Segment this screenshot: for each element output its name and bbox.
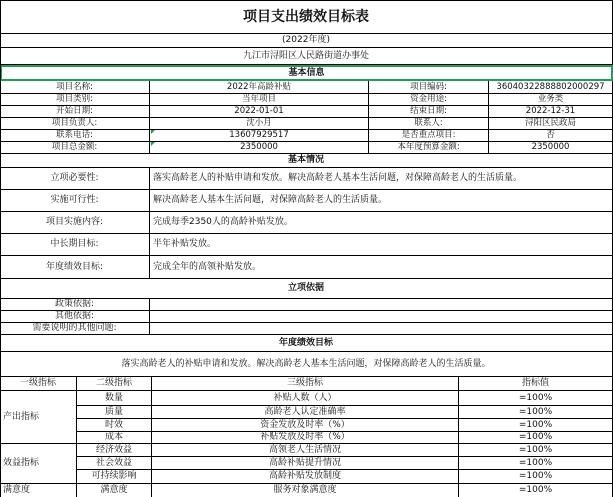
indicator-level1: 效益指标 [0, 444, 77, 484]
situation-value: 完成全年的高领补贴发放。 [150, 256, 613, 279]
info-value-category: 当年项目 [150, 94, 369, 106]
indicator-level1: 满意度 [0, 484, 77, 497]
indicator-level3: 服务对象满意度 [152, 484, 459, 497]
comment-marker-icon [151, 142, 155, 146]
info-value-end: 2022-12-31 [489, 106, 613, 118]
indicator-level3: 资金发放及时率（%） [152, 419, 459, 432]
indicator-level3: 高龄老人认定准确率 [152, 406, 459, 419]
basis-value [150, 311, 613, 323]
indicator-value: =100% [459, 457, 613, 470]
info-value-contact: 浔阳区民政局 [489, 118, 613, 130]
info-label-leader: 项目负责人: [0, 118, 150, 130]
section-basic-info[interactable]: 基本信息 [0, 65, 613, 81]
indicator-level3: 高龄补贴发放制度 [152, 470, 459, 484]
situation-value: 落实高龄老人的补贴申请和发放。解决高龄老人基本生活问题，对保障高龄老人的生活质量。 [150, 168, 613, 190]
indicator-value: =100% [459, 484, 613, 497]
info-value-key: 否 [489, 130, 613, 142]
indicator-level2: 数量 [77, 391, 152, 406]
col-header-level3: 三级指标 [152, 377, 459, 391]
basis-value [150, 323, 613, 335]
info-label-name: 项目名称: [0, 81, 150, 94]
indicator-level2: 成本 [77, 432, 152, 444]
indicator-level2: 可持续影响 [77, 470, 152, 484]
info-value-budget: 2350000 [489, 142, 613, 154]
indicator-value: =100% [459, 432, 613, 444]
info-label-budget: 本年度预算金额: [369, 142, 489, 154]
indicator-value: =100% [459, 391, 613, 406]
situation-value: 半年补贴发放。 [150, 234, 613, 256]
indicator-value: =100% [459, 406, 613, 419]
situation-label: 中长期目标: [0, 234, 150, 256]
info-value-fund_use: 业务类 [489, 94, 613, 106]
situation-label: 年度绩效目标: [0, 256, 150, 279]
indicator-level2: 经济效益 [77, 444, 152, 457]
basis-label: 政策依据: [0, 299, 150, 311]
indicator-value: =100% [459, 470, 613, 484]
info-label-category: 项目类别: [0, 94, 150, 106]
info-label-total: 项目总金额: [0, 142, 150, 154]
indicator-level3: 补贴发放及时率（%） [152, 432, 459, 444]
situation-value: 完成每季2350人的高龄补贴发放。 [150, 212, 613, 234]
info-value-total: 2350000 [150, 142, 369, 154]
indicator-level2: 时效 [77, 419, 152, 432]
unit-name: 九江市浔阳区人民路街道办事处 [0, 48, 613, 65]
indicator-level2: 质量 [77, 406, 152, 419]
sheet-title: 项目支出绩效目标表 [0, 0, 613, 34]
comment-marker-icon [151, 130, 155, 134]
col-header-level2: 二级指标 [77, 377, 152, 391]
year-label: (2022年度) [0, 34, 613, 48]
section-basic-situation: 基本情况 [0, 154, 613, 168]
indicator-level2: 满意度 [77, 484, 152, 497]
info-label-fund_use: 资金用途: [369, 94, 489, 106]
info-label-contact: 联系人: [369, 118, 489, 130]
info-label-key: 是否重点项目: [369, 130, 489, 142]
basis-value [150, 299, 613, 311]
info-value-leader: 沈小月 [150, 118, 369, 130]
indicator-level3: 高龄补贴提升情况 [152, 457, 459, 470]
section-basis: 立项依据 [0, 279, 613, 299]
info-label-code: 项目编码: [369, 81, 489, 94]
indicator-value: =100% [459, 419, 613, 432]
basis-label: 其他依据: [0, 311, 150, 323]
info-label-start: 开始日期: [0, 106, 150, 118]
section-annual-target: 年度绩效目标 [0, 335, 613, 352]
basis-label: 需要说明的其他问题: [0, 323, 150, 335]
info-label-phone: 联系电话: [0, 130, 150, 142]
indicator-value: =100% [459, 444, 613, 457]
annual-target-summary: 落实高龄老人的补贴申请和发放。解决高龄老人基本生活问题，对保障高龄老人的生活质量。 [0, 352, 613, 377]
indicator-level3: 补贴人数（人） [152, 391, 459, 406]
situation-label: 立项必要性: [0, 168, 150, 190]
info-value-start: 2022-01-01 [150, 106, 369, 118]
info-label-end: 结束日期: [369, 106, 489, 118]
indicator-level3: 高领老人生活情况 [152, 444, 459, 457]
info-value-name: 2022年高龄补贴 [150, 81, 369, 94]
indicator-level1: 产出指标 [0, 391, 77, 444]
col-header-value: 指标值 [459, 377, 613, 391]
situation-value: 解决高龄老人基本生活问题，对保障高龄老人的生活质量。 [150, 190, 613, 212]
indicator-level2: 社会效益 [77, 457, 152, 470]
info-value-phone: 13607929517 [150, 130, 369, 142]
col-header-level1: 一级指标 [0, 377, 77, 391]
situation-label: 实施可行性: [0, 190, 150, 212]
info-value-code: 36040322888802000297 [489, 81, 613, 94]
situation-label: 项目实施内容: [0, 212, 150, 234]
